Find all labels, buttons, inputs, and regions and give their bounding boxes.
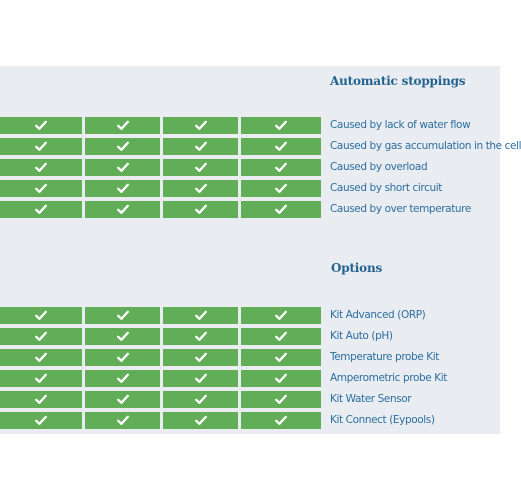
checkmark-icon	[195, 141, 207, 152]
checkmark-icon	[35, 331, 47, 342]
row-label: Caused by gas accumulation in the cell	[330, 140, 521, 152]
checkmark-icon	[117, 183, 129, 194]
checkmark-icon	[35, 373, 47, 384]
checkmark-icon	[275, 331, 287, 342]
table-row	[0, 307, 500, 324]
checkmark-icon	[275, 204, 287, 215]
checkmark-icon	[195, 204, 207, 215]
table-row	[0, 412, 500, 429]
row-label: Temperature probe Kit	[330, 351, 440, 363]
check-cell	[85, 180, 160, 197]
check-cell	[241, 328, 321, 345]
checkmark-icon	[195, 415, 207, 426]
checkmark-icon	[195, 352, 207, 363]
checkmark-icon	[117, 162, 129, 173]
check-cell	[0, 180, 82, 197]
checkmark-icon	[195, 373, 207, 384]
row-label: Caused by over temperature	[330, 203, 471, 215]
check-cell	[85, 412, 160, 429]
check-cell	[241, 412, 321, 429]
check-cell	[0, 328, 82, 345]
check-cell	[163, 201, 238, 218]
check-cell	[85, 391, 160, 408]
checkmark-icon	[117, 415, 129, 426]
check-cell	[241, 180, 321, 197]
checkmark-icon	[117, 204, 129, 215]
row-label: Kit Auto (pH)	[330, 330, 393, 342]
checkmark-icon	[35, 394, 47, 405]
checkmark-icon	[275, 415, 287, 426]
checkmark-icon	[35, 310, 47, 321]
check-cell	[163, 159, 238, 176]
checkmark-icon	[275, 120, 287, 131]
row-label: Kit Connect (Eypools)	[330, 414, 435, 426]
checkmark-icon	[35, 120, 47, 131]
checkmark-icon	[35, 162, 47, 173]
row-label: Caused by short circuit	[330, 182, 442, 194]
row-label: Caused by overload	[330, 161, 428, 173]
section-heading-automatic-stoppings: Automatic stoppings	[330, 74, 466, 88]
check-cell	[0, 117, 82, 134]
checkmark-icon	[195, 394, 207, 405]
table-row	[0, 117, 500, 134]
checkmark-icon	[35, 415, 47, 426]
check-cell	[241, 391, 321, 408]
table-row	[0, 201, 500, 218]
check-cell	[241, 159, 321, 176]
checkmark-icon	[195, 310, 207, 321]
checkmark-icon	[275, 373, 287, 384]
checkmark-icon	[117, 373, 129, 384]
checkmark-icon	[275, 394, 287, 405]
check-cell	[85, 328, 160, 345]
table-row	[0, 328, 500, 345]
table-row	[0, 391, 500, 408]
check-cell	[0, 391, 82, 408]
check-cell	[163, 117, 238, 134]
check-cell	[85, 307, 160, 324]
checkmark-icon	[275, 183, 287, 194]
table-row	[0, 349, 500, 366]
check-cell	[163, 349, 238, 366]
checkmark-icon	[35, 352, 47, 363]
check-cell	[163, 180, 238, 197]
row-label: Amperometric probe Kit	[330, 372, 447, 384]
row-label: Kit Advanced (ORP)	[330, 309, 426, 321]
check-cell	[0, 159, 82, 176]
check-cell	[0, 138, 82, 155]
checkmark-icon	[117, 331, 129, 342]
check-cell	[163, 391, 238, 408]
table-row	[0, 138, 521, 155]
check-cell	[0, 412, 82, 429]
check-cell	[85, 159, 160, 176]
checkmark-icon	[275, 352, 287, 363]
check-cell	[85, 370, 160, 387]
checkmark-icon	[117, 352, 129, 363]
row-label: Caused by lack of water flow	[330, 119, 471, 131]
check-cell	[241, 138, 321, 155]
table-row	[0, 180, 500, 197]
checkmark-icon	[117, 394, 129, 405]
check-cell	[85, 138, 160, 155]
table-row	[0, 370, 500, 387]
check-cell	[241, 201, 321, 218]
checkmark-icon	[195, 183, 207, 194]
check-cell	[241, 349, 321, 366]
check-cell	[163, 138, 238, 155]
checkmark-icon	[35, 141, 47, 152]
check-cell	[0, 201, 82, 218]
table-row	[0, 159, 500, 176]
checkmark-icon	[195, 120, 207, 131]
section-heading-options: Options	[331, 261, 383, 275]
checkmark-icon	[35, 204, 47, 215]
checkmark-icon	[275, 310, 287, 321]
check-cell	[163, 307, 238, 324]
checkmark-icon	[117, 141, 129, 152]
checkmark-icon	[35, 183, 47, 194]
check-cell	[85, 201, 160, 218]
check-cell	[163, 370, 238, 387]
check-cell	[0, 370, 82, 387]
check-cell	[241, 370, 321, 387]
check-cell	[241, 307, 321, 324]
check-cell	[85, 117, 160, 134]
checkmark-icon	[275, 162, 287, 173]
checkmark-icon	[195, 331, 207, 342]
check-cell	[241, 117, 321, 134]
check-cell	[0, 307, 82, 324]
check-cell	[163, 328, 238, 345]
row-label: Kit Water Sensor	[330, 393, 412, 405]
check-cell	[0, 349, 82, 366]
checkmark-icon	[275, 141, 287, 152]
check-cell	[85, 349, 160, 366]
checkmark-icon	[117, 120, 129, 131]
checkmark-icon	[195, 162, 207, 173]
check-cell	[163, 412, 238, 429]
checkmark-icon	[117, 310, 129, 321]
